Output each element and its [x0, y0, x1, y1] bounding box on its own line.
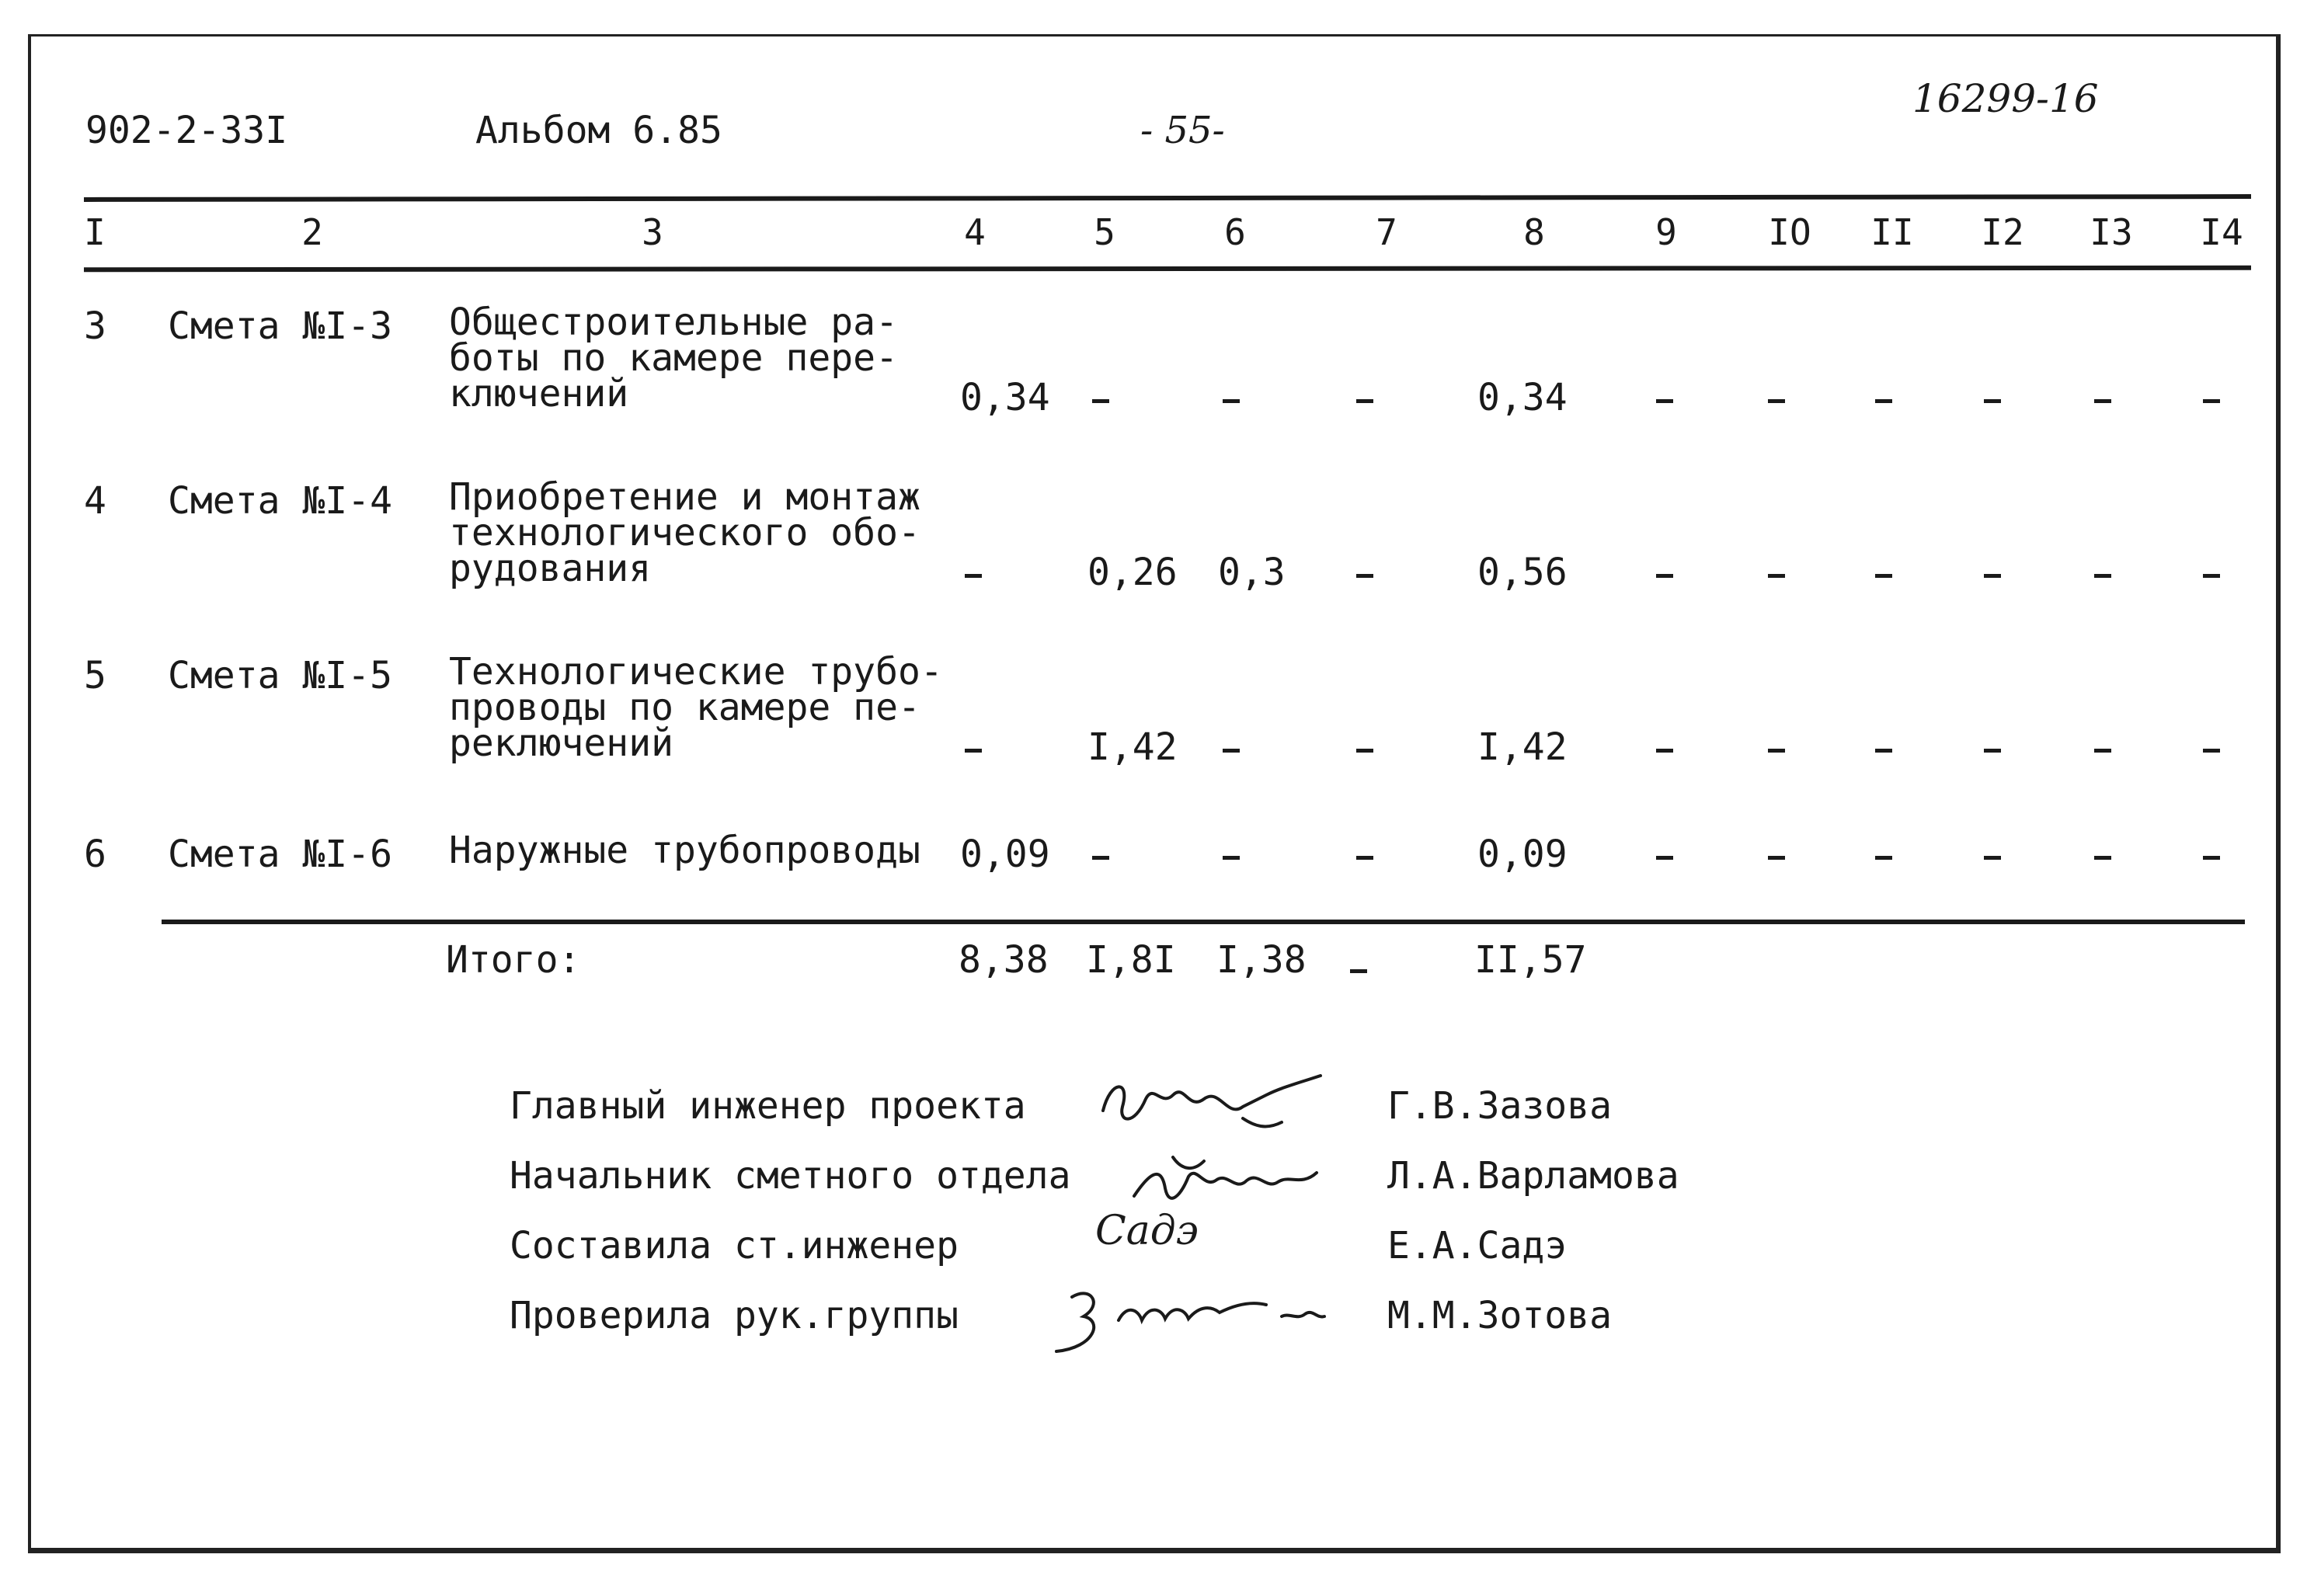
row-c6-value: 0,3	[1218, 551, 1286, 594]
row-estimate: Смета №I-4	[168, 479, 392, 523]
row-estimate: Смета №I-3	[168, 304, 392, 348]
row-c13-dash	[2094, 856, 2111, 860]
row-description-line: Технологические трубо-	[449, 650, 943, 694]
row-c7-dash	[1356, 749, 1373, 753]
row-c7-dash	[1356, 856, 1373, 860]
row-description-line: Наружные трубопроводы	[449, 829, 920, 872]
row-c8-value: I,42	[1477, 725, 1568, 769]
row-c10-dash	[1768, 749, 1785, 753]
row-c9-dash	[1656, 856, 1673, 860]
column-number-8: 8	[1523, 211, 1545, 253]
column-number-3: 3	[642, 211, 663, 253]
total-col-7	[1350, 961, 1367, 976]
row-description-line: Приобретение и монтаж	[449, 475, 920, 519]
row-description-line: технологического обо-	[449, 511, 920, 555]
row-number: 4	[84, 479, 106, 523]
page-number: - 55-	[1140, 109, 1225, 152]
total-col-4: 8,38	[959, 938, 1049, 982]
signature-title: Главный инженер проекта	[510, 1084, 1026, 1128]
row-c10-dash	[1768, 574, 1785, 578]
signature-mark-4	[1049, 1274, 1359, 1359]
total-label: Итого:	[446, 938, 581, 982]
column-number-1: I	[84, 211, 106, 253]
row-c12-dash	[1984, 856, 2001, 860]
row-c9-dash	[1656, 749, 1673, 753]
total-col-6: I,38	[1216, 938, 1307, 982]
row-c14-dash	[2203, 856, 2220, 860]
row-c5-dash	[1092, 399, 1109, 403]
row-c11-dash	[1875, 749, 1892, 753]
signature-title: Составила ст.инженер	[510, 1224, 959, 1267]
row-description-line: ключений	[449, 372, 629, 416]
row-c6-dash	[1223, 856, 1240, 860]
signature-mark-3: Садэ	[1095, 1208, 1199, 1254]
total-col-8: II,57	[1474, 938, 1587, 982]
row-number: 6	[84, 833, 106, 876]
column-number-2: 2	[301, 211, 323, 253]
row-c4-value: 0,09	[960, 833, 1050, 876]
row-c8-value: 0,56	[1477, 551, 1568, 594]
row-c13-dash	[2094, 749, 2111, 753]
row-estimate: Смета №I-6	[168, 833, 392, 876]
row-c13-dash	[2094, 574, 2111, 578]
row-c11-dash	[1875, 856, 1892, 860]
column-number-10: IO	[1768, 211, 1811, 253]
signature-title: Проверила рук.группы	[510, 1294, 959, 1337]
row-c4-dash	[965, 574, 982, 578]
signature-name: Г.В.Зазова	[1387, 1084, 1612, 1128]
row-c6-dash	[1223, 749, 1240, 753]
column-number-9: 9	[1655, 211, 1677, 253]
signature-title: Начальник сметного отдела	[510, 1154, 1071, 1198]
row-description-line: боты по камере пере-	[449, 336, 898, 380]
row-c5-dash	[1092, 856, 1109, 860]
total-rule	[162, 920, 2245, 924]
signature-name: Л.А.Варламова	[1387, 1154, 1679, 1198]
row-c9-dash	[1656, 399, 1673, 403]
signature-name: М.М.Зотова	[1387, 1294, 1612, 1337]
row-c11-dash	[1875, 399, 1892, 403]
signature-mark-1	[1087, 1064, 1336, 1149]
row-c5-value: 0,26	[1087, 551, 1178, 594]
row-c4-value: 0,34	[960, 376, 1050, 419]
signature-name: Е.А.Садэ	[1387, 1224, 1568, 1267]
column-number-6: 6	[1224, 211, 1246, 253]
column-number-5: 5	[1094, 211, 1115, 253]
row-c9-dash	[1656, 574, 1673, 578]
row-c5-value: I,42	[1087, 725, 1178, 769]
column-number-4: 4	[964, 211, 986, 253]
row-c14-dash	[2203, 574, 2220, 578]
row-description-line: Общестроительные ра-	[449, 301, 898, 344]
row-description-line: реключений	[449, 722, 673, 765]
row-number: 3	[84, 304, 106, 348]
row-c14-dash	[2203, 399, 2220, 403]
column-number-7: 7	[1376, 211, 1397, 253]
doc-code: 902-2-33I	[85, 109, 288, 152]
column-number-14: I4	[2200, 211, 2243, 253]
row-estimate: Смета №I-5	[168, 654, 392, 697]
row-c8-value: 0,34	[1477, 376, 1568, 419]
row-c4-dash	[965, 749, 982, 753]
column-number-13: I3	[2090, 211, 2133, 253]
row-c11-dash	[1875, 574, 1892, 578]
column-number-11: II	[1870, 211, 1914, 253]
column-number-12: I2	[1981, 211, 2024, 253]
row-c8-value: 0,09	[1477, 833, 1568, 876]
row-c7-dash	[1356, 399, 1373, 403]
row-c10-dash	[1768, 399, 1785, 403]
row-c12-dash	[1984, 574, 2001, 578]
row-c7-dash	[1356, 574, 1373, 578]
row-number: 5	[84, 654, 106, 697]
row-c12-dash	[1984, 399, 2001, 403]
row-c6-dash	[1223, 399, 1240, 403]
row-c14-dash	[2203, 749, 2220, 753]
archive-number: 16299-16	[1912, 76, 2099, 121]
row-c10-dash	[1768, 856, 1785, 860]
row-c13-dash	[2094, 399, 2111, 403]
total-col-5: I,8I	[1086, 938, 1176, 982]
row-description-line: рудования	[449, 547, 652, 590]
row-c12-dash	[1984, 749, 2001, 753]
album-label: Альбом 6.85	[475, 109, 722, 152]
row-description-line: проводы по камере пе-	[449, 686, 920, 729]
